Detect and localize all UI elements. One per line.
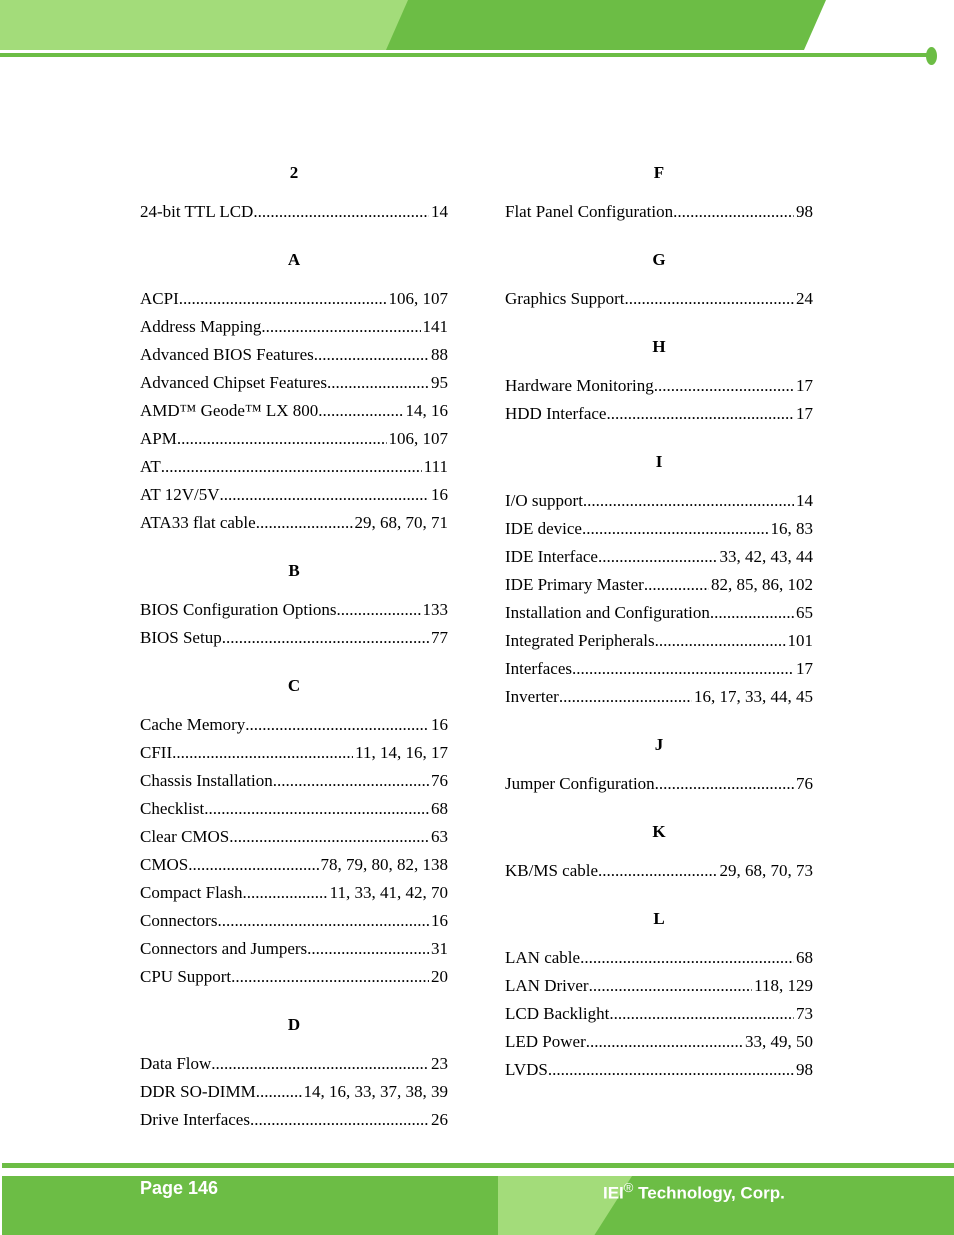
index-page-refs: 63 bbox=[431, 827, 448, 846]
index-term: IDE Interface bbox=[505, 547, 598, 566]
index-letter-heading: H bbox=[652, 337, 666, 356]
index-page-refs: 65 bbox=[796, 603, 813, 622]
index-term: Chassis Installation bbox=[140, 771, 273, 790]
section-gap bbox=[505, 711, 813, 732]
index-term: Advanced Chipset Features bbox=[140, 373, 327, 392]
index-entry bbox=[140, 739, 448, 767]
dot-leader bbox=[606, 400, 794, 428]
index-page-refs: 33, 49, 50 bbox=[745, 1032, 813, 1051]
index-section bbox=[140, 247, 448, 537]
index-page-refs: 106, 107 bbox=[388, 289, 448, 308]
dot-leader bbox=[188, 851, 318, 879]
index-page-refs: 73 bbox=[796, 1004, 813, 1023]
dot-leader bbox=[710, 599, 794, 627]
index-term: Graphics Support bbox=[505, 289, 625, 308]
index-term: Installation and Configuration bbox=[505, 603, 710, 622]
dot-leader bbox=[177, 425, 387, 453]
index-entry bbox=[505, 400, 813, 428]
index-term: Interfaces bbox=[505, 659, 573, 678]
index-term: Connectors and Jumpers bbox=[140, 939, 308, 958]
dot-leader bbox=[314, 341, 429, 369]
index-term: CFII bbox=[140, 743, 173, 762]
index-page-refs: 16 bbox=[431, 911, 448, 930]
index-term: Jumper Configuration bbox=[505, 774, 655, 793]
dot-leader bbox=[586, 1028, 743, 1056]
index-entry bbox=[140, 1078, 448, 1106]
index-term: Drive Interfaces bbox=[140, 1110, 250, 1129]
dot-leader bbox=[598, 857, 717, 885]
index-page-refs: 133 bbox=[422, 600, 448, 619]
page-number: Page 146 bbox=[140, 1178, 219, 1198]
index-letter-heading: C bbox=[287, 676, 301, 695]
index-term: Data Flow bbox=[140, 1054, 212, 1073]
index-section bbox=[505, 449, 813, 711]
dot-leader bbox=[242, 879, 327, 907]
index-term: LCD Backlight bbox=[505, 1004, 610, 1023]
index-term: Integrated Peripherals bbox=[505, 631, 655, 650]
index-letter-heading: L bbox=[653, 909, 665, 928]
index-column-left bbox=[140, 160, 448, 1134]
index-page-refs: 98 bbox=[796, 202, 813, 221]
section-gap bbox=[140, 537, 448, 558]
index-page-refs: 20 bbox=[431, 967, 448, 986]
dot-leader bbox=[220, 481, 430, 509]
index-section bbox=[140, 1012, 448, 1134]
index-term: Cache Memory bbox=[140, 715, 246, 734]
index-term: Checklist bbox=[140, 799, 205, 818]
index-section bbox=[505, 819, 813, 885]
index-entry bbox=[140, 285, 448, 313]
index-entry bbox=[505, 372, 813, 400]
index-term: Connectors bbox=[140, 911, 218, 930]
index-section bbox=[140, 558, 448, 652]
index-section bbox=[140, 160, 448, 226]
index-term: Hardware Monitoring bbox=[505, 376, 654, 395]
index-term: Flat Panel Configuration bbox=[505, 202, 674, 221]
index-entry bbox=[140, 198, 448, 226]
index-page-refs: 29, 68, 70, 71 bbox=[354, 513, 448, 532]
dot-leader bbox=[179, 285, 387, 313]
index-page-refs: 11, 14, 16, 17 bbox=[355, 743, 448, 762]
index-section bbox=[505, 247, 813, 313]
index-page-refs: 95 bbox=[431, 373, 448, 392]
footer-rule bbox=[2, 1163, 954, 1168]
dot-leader bbox=[559, 683, 692, 711]
index-entry bbox=[505, 487, 813, 515]
index-term: Advanced BIOS Features bbox=[140, 345, 314, 364]
dot-leader bbox=[655, 627, 786, 655]
index-page-refs: 16 bbox=[431, 715, 448, 734]
section-gap bbox=[505, 313, 813, 334]
index-page-refs: 16 bbox=[431, 485, 448, 504]
index-entry bbox=[140, 341, 448, 369]
index-term: LVDS bbox=[505, 1060, 548, 1079]
index-term: Address Mapping bbox=[140, 317, 262, 336]
dot-leader bbox=[211, 1050, 429, 1078]
index-entry bbox=[505, 285, 813, 313]
section-gap bbox=[140, 652, 448, 673]
index-entry bbox=[505, 515, 813, 543]
index-entry bbox=[140, 369, 448, 397]
dot-leader bbox=[161, 453, 422, 481]
section-gap bbox=[505, 885, 813, 906]
dot-leader bbox=[256, 509, 353, 537]
index-entry bbox=[505, 655, 813, 683]
index-entry bbox=[505, 1000, 813, 1028]
index-term: LAN cable bbox=[505, 948, 581, 967]
index-term: Inverter bbox=[505, 687, 559, 706]
index-term: ACPI bbox=[140, 289, 179, 308]
index-page-refs: 68 bbox=[431, 799, 448, 818]
dot-leader bbox=[253, 198, 429, 226]
index-entry bbox=[505, 571, 813, 599]
index-letter-heading: A bbox=[287, 250, 301, 269]
index-entry bbox=[140, 767, 448, 795]
index-section bbox=[505, 334, 813, 428]
index-page-refs: 17 bbox=[796, 659, 813, 678]
dot-leader bbox=[172, 739, 353, 767]
index-page-refs: 98 bbox=[796, 1060, 813, 1079]
index-entry bbox=[140, 823, 448, 851]
dot-leader bbox=[548, 1056, 794, 1084]
index-page-refs: 76 bbox=[796, 774, 813, 793]
index-entry bbox=[505, 1056, 813, 1084]
dot-leader bbox=[572, 655, 794, 683]
index-term: AT 12V/5V bbox=[140, 485, 220, 504]
dot-leader bbox=[273, 767, 429, 795]
brand-suffix: Technology, Corp. bbox=[633, 1183, 785, 1203]
dot-leader bbox=[644, 571, 709, 599]
header-rule bbox=[0, 53, 932, 57]
index-letter-heading: J bbox=[654, 735, 664, 754]
index-term: HDD Interface bbox=[505, 404, 607, 423]
index-term: AMD™ Geode™ LX 800 bbox=[140, 401, 319, 420]
brand-prefix: IEI bbox=[603, 1183, 624, 1203]
index-page-refs: 14 bbox=[796, 491, 813, 510]
index-letter-heading: 2 bbox=[289, 163, 299, 182]
index-term: KB/MS cable bbox=[505, 861, 599, 880]
index-letter-heading: D bbox=[287, 1015, 301, 1034]
dot-leader bbox=[245, 711, 429, 739]
dot-leader bbox=[583, 487, 794, 515]
index-page-refs: 106, 107 bbox=[388, 429, 448, 448]
index-page-refs: 23 bbox=[431, 1054, 448, 1073]
dot-leader bbox=[580, 944, 794, 972]
index-entry bbox=[140, 851, 448, 879]
dot-leader bbox=[609, 1000, 794, 1028]
index-section bbox=[505, 160, 813, 226]
index-section bbox=[140, 673, 448, 991]
index-entry bbox=[140, 313, 448, 341]
index-entry bbox=[505, 972, 813, 1000]
index-letter-heading: G bbox=[652, 250, 666, 269]
header-rule-end-dot bbox=[926, 47, 937, 65]
index-term: LAN Driver bbox=[505, 976, 589, 995]
index-entry bbox=[140, 624, 448, 652]
index-term: CPU Support bbox=[140, 967, 232, 986]
index-entry bbox=[140, 1050, 448, 1078]
index-page-refs: 82, 85, 86, 102 bbox=[711, 575, 813, 594]
index-page-refs: 17 bbox=[796, 404, 813, 423]
dot-leader bbox=[582, 515, 769, 543]
index-page-refs: 118, 129 bbox=[754, 976, 813, 995]
index-term: BIOS Configuration Options bbox=[140, 600, 337, 619]
index-entry bbox=[505, 627, 813, 655]
dot-leader bbox=[217, 907, 429, 935]
section-gap bbox=[505, 428, 813, 449]
index-letter-heading: F bbox=[653, 163, 665, 182]
dot-leader bbox=[673, 198, 794, 226]
index-letter-heading: B bbox=[288, 561, 300, 580]
index-entry bbox=[140, 795, 448, 823]
index-term: LED Power bbox=[505, 1032, 586, 1051]
index-entry bbox=[505, 944, 813, 972]
index-term: BIOS Setup bbox=[140, 628, 222, 647]
index-page-refs: 14, 16, 33, 37, 38, 39 bbox=[303, 1082, 448, 1101]
index-term: Clear CMOS bbox=[140, 827, 230, 846]
index-entry bbox=[505, 683, 813, 711]
dot-leader bbox=[654, 372, 794, 400]
index-page-refs: 11, 33, 41, 42, 70 bbox=[329, 883, 448, 902]
index-page-refs: 14 bbox=[431, 202, 448, 221]
index-page-refs: 68 bbox=[796, 948, 813, 967]
index-page-refs: 78, 79, 80, 82, 138 bbox=[320, 855, 448, 874]
section-gap bbox=[140, 226, 448, 247]
index-term: DDR SO-DIMM bbox=[140, 1082, 256, 1101]
registered-mark: ® bbox=[623, 1180, 634, 1195]
index-letter-heading: K bbox=[652, 822, 666, 841]
index-page-refs: 88 bbox=[431, 345, 448, 364]
index-entry bbox=[140, 1106, 448, 1134]
dot-leader bbox=[589, 972, 753, 1000]
dot-leader bbox=[229, 823, 429, 851]
dot-leader bbox=[327, 369, 429, 397]
index-term: AT bbox=[140, 457, 161, 476]
index-page-refs: 16, 17, 33, 44, 45 bbox=[694, 687, 813, 706]
index-page-refs: 101 bbox=[787, 631, 813, 650]
index-column-right bbox=[505, 160, 813, 1084]
dot-leader bbox=[204, 795, 429, 823]
index-term: IDE device bbox=[505, 519, 582, 538]
index-entry bbox=[140, 453, 448, 481]
index-page-refs: 141 bbox=[422, 317, 448, 336]
index-entry bbox=[505, 1028, 813, 1056]
index-entry bbox=[140, 907, 448, 935]
index-page-refs: 14, 16 bbox=[405, 401, 448, 420]
section-gap bbox=[140, 991, 448, 1012]
index-entry bbox=[140, 879, 448, 907]
index-entry bbox=[140, 481, 448, 509]
dot-leader bbox=[318, 397, 403, 425]
index-entry bbox=[140, 397, 448, 425]
index-term: IDE Primary Master bbox=[505, 575, 644, 594]
index-page-refs: 29, 68, 70, 73 bbox=[719, 861, 813, 880]
dot-leader bbox=[307, 935, 429, 963]
index-page-refs: 31 bbox=[431, 939, 448, 958]
index-entry bbox=[505, 543, 813, 571]
section-gap bbox=[505, 798, 813, 819]
dot-leader bbox=[336, 596, 420, 624]
index-term: APM bbox=[140, 429, 177, 448]
index-entry bbox=[140, 596, 448, 624]
index-entry bbox=[505, 198, 813, 226]
header-band-light bbox=[0, 0, 410, 50]
header-band-dark bbox=[386, 0, 826, 50]
index-section bbox=[505, 906, 813, 1084]
index-entry bbox=[140, 509, 448, 537]
index-term: ATA33 flat cable bbox=[140, 513, 256, 532]
dot-leader bbox=[250, 1106, 429, 1134]
dot-leader bbox=[598, 543, 718, 571]
index-entry bbox=[140, 963, 448, 991]
index-page-refs: 26 bbox=[431, 1110, 448, 1129]
index-entry bbox=[505, 857, 813, 885]
index-page-refs: 24 bbox=[796, 289, 813, 308]
index-page-refs: 16, 83 bbox=[770, 519, 813, 538]
index-entry bbox=[140, 425, 448, 453]
dot-leader bbox=[655, 770, 794, 798]
index-section bbox=[505, 732, 813, 798]
dot-leader bbox=[256, 1078, 302, 1106]
index-entry bbox=[140, 935, 448, 963]
index-entry bbox=[140, 711, 448, 739]
index-term: CMOS bbox=[140, 855, 189, 874]
index-letter-heading: I bbox=[655, 452, 663, 471]
index-term: 24-bit TTL LCD bbox=[140, 202, 254, 221]
index-term: I/O support bbox=[505, 491, 583, 510]
index-page-refs: 17 bbox=[796, 376, 813, 395]
company-brand bbox=[603, 1180, 785, 1204]
index-term: Compact Flash bbox=[140, 883, 243, 902]
dot-leader bbox=[231, 963, 429, 991]
index-entry bbox=[505, 599, 813, 627]
index-page-refs: 77 bbox=[431, 628, 448, 647]
dot-leader bbox=[624, 285, 794, 313]
index-page-refs: 33, 42, 43, 44 bbox=[719, 547, 813, 566]
section-gap bbox=[505, 226, 813, 247]
dot-leader bbox=[222, 624, 429, 652]
index-page-refs: 111 bbox=[423, 457, 448, 476]
index-page-refs: 76 bbox=[431, 771, 448, 790]
index-entry bbox=[505, 770, 813, 798]
dot-leader bbox=[261, 313, 420, 341]
